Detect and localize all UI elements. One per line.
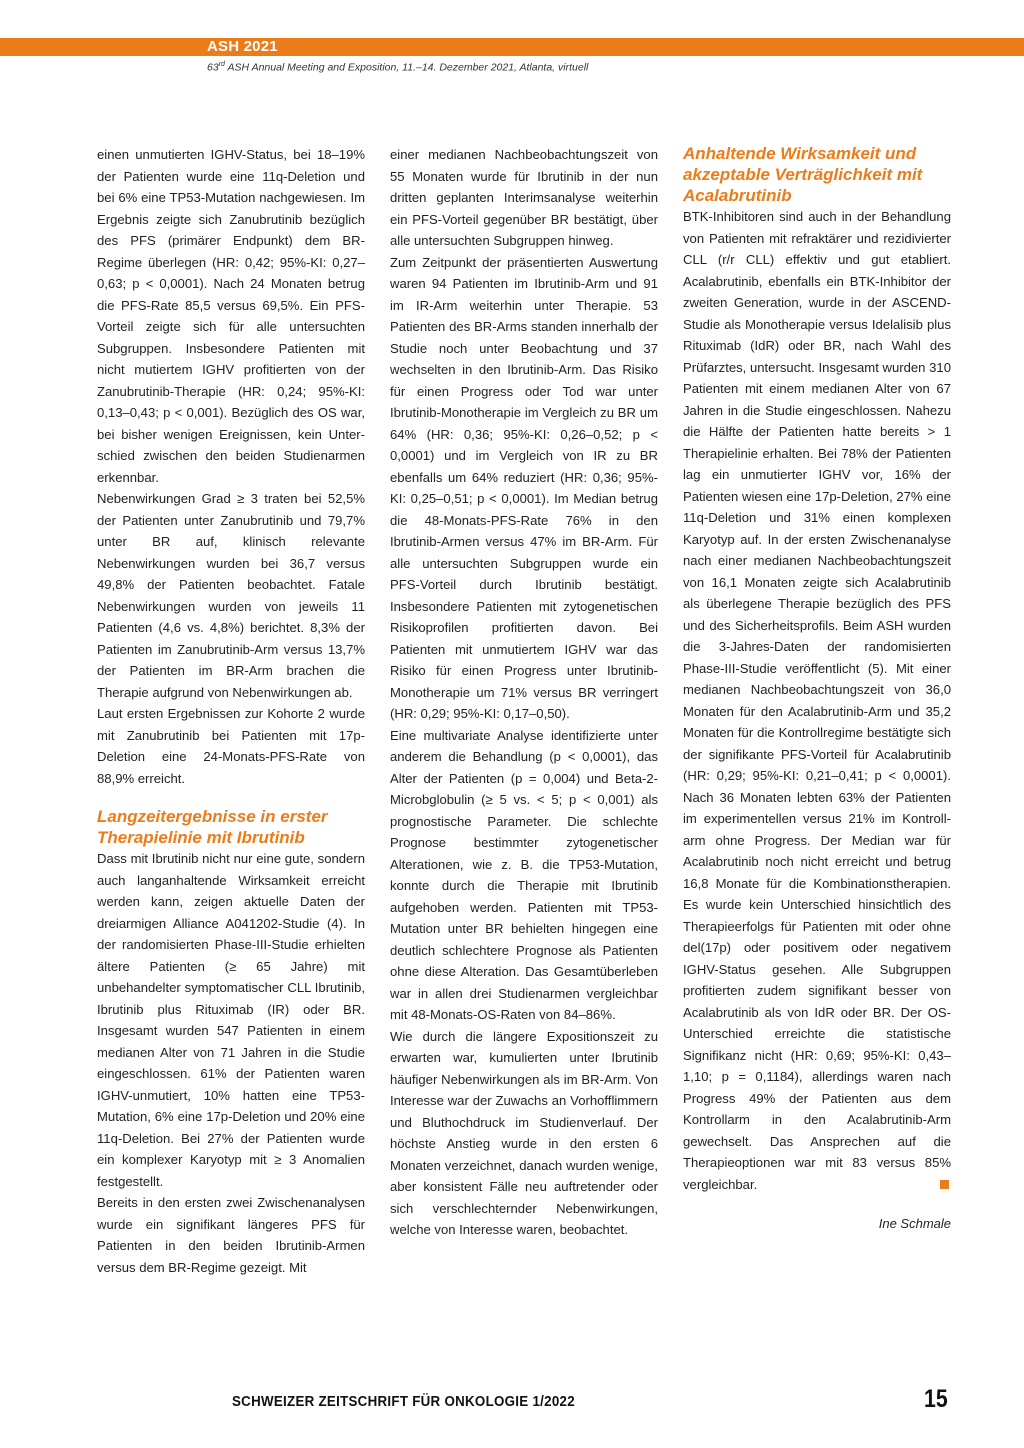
paragraph: einer medianen Nachbeobachtungszeit von 55 Monaten wurde für Ibrutinib in der nun dritten geplanten Interimsanalyse weiterhin ein PFS-Vorteil gegenüber BR bestätigt, über alle untersuchten Subgruppen hinweg. — [390, 147, 658, 248]
section-title: ASH 2021 — [207, 38, 278, 55]
page-number: 15 — [924, 1385, 948, 1413]
paragraph: einen unmutierten IGHV-Status, bei 18–19% der Patienten wurde eine 11q-Deletion und bei 6% eine TP53-Mutation nachgewiesen. Im Ergebnis zeigte sich Zanubrutinib bezüglich des PFS (primärer Endpunkt) dem BR-Regime überlegen (HR: 0,42; 95%-KI: 0,27–0,63; p < 0,0001). Nach 24 Monaten betrug die PFS-Rate 85,5 versus 69,5%. Ein PFS-Vorteil zeigte sich für alle untersuchten Subgruppen. Insbesondere Patienten mit nicht mutiertem IGHV profitierten von der Zanubrutinib-Therapie (HR: 0,24; 95%-KI: 0,13–0,43; p < 0,001). Bezüglich des OS war, bei bisher wenigen Ereignissen, kein Unterschied zwischen den beiden Studienarmen erkennbar. — [97, 147, 365, 485]
paragraph: Wie durch die längere Expositionszeit zu erwarten war, kumulierten unter Ibrutinib häufiger Nebenwirkungen als im BR-Arm. Von Interesse war der Zuwachs an Vorhofflimmern und Bluthochdruck im Studienverlauf. Der höchste Anstieg wurde in den ersten 6 Monaten verzeichnet, danach wurden wenige, aber konsistent Fälle neu auftretender oder sich verschlechternder Nebenwirkungen, welche von Interesse waren, beobachtet. — [390, 1028, 658, 1237]
paragraph-with-end-mark — [683, 206, 951, 1195]
section-heading-acalabrutinib: Anhaltende Wirksamkeit und akzeptable Verträglichkeit mit Acalabrutinib — [683, 144, 923, 205]
section-heading-ibrutinib: Langzeitergebnisse in erster Therapielinie mit Ibrutinib — [97, 807, 328, 847]
paragraph-text: BTK-Inhibitoren sind auch in der Behandlung von Patienten mit refraktärer und rezidivierter CLL (r/r CLL) effektiv und gut etabliert. Acalabrutinib, ebenfalls ein BTK-Inhibitor der zweiten Generation, wurde in der ASCEND-Studie als Monotherapie versus Idelalisib plus Rituximab (IdR) oder BR, nach Wahl des Prüfarztes, untersucht. Insgesamt wurden 310 Patienten mit einem medianen Alter von 67 Jahren in die Studie eingeschlossen. Nahezu die Hälfte der Patienten hatte bereits > 1 Therapielinie erhalten. Bei 78% der Patienten lag ein unmutierter IGHV vor, 16% der Patienten wiesen eine 17p-Deletion, 27% eine 11q-Deletion und 31% einen komplexen Karyotyp auf. In der ersten Zwischenanalyse nach einer medianen Nachbeobachtungszeit von 16,1 Monaten zeigte sich Acalabrutinib als überlegene Therapie bezüglich des PFS und des Sicherheitsprofils. Beim ASH wurden die 3-Jahres-Daten der randomisierten Phase-III-Studie veröffentlicht (5). Mit einer medianen Nachbeobachtungszeit von 36,0 Monaten für den Acalabrutinib-Arm und 35,2 Monaten für die Kontrollregime bestätigte sich der signifikante PFS-Vorteil für Acalabrutinib (HR: 0,29; 95%-KI: 0,21–0,41; p < 0,0001). Nach 36 Monaten lebten 63% der Patienten im experimentellen versus 21% im Kontrollarm ohne Progress. Der Median war für Acalabrutinib noch nicht erreicht und betrug 16,8 Monate für die Kombinationstherapien. Es wurde kein Unterschied hinsichtlich des Therapieerfolgs für Patienten mit oder ohne del(17p) oder positivem oder negativem IGHV-Status gesehen. Alle Subgruppen profitierten zudem signifikant besser von Acalabrutinib als von IdR oder BR. Der OS-Unterschied erreichte die statistische Signifikanz nicht (HR: 0,69; 95%-KI: 0,43–1,10; p = 0,1184), allerdings waren nach Progress 49% der Patienten aus dem Kontrollarm in den Acalabrutinib-Arm gewechselt. Das Ansprechen auf die Therapieoptionen war mit 83 versus 85% vergleichbar. — [683, 209, 951, 1192]
subtitle-ordinal: 63 — [207, 61, 219, 74]
article-column-1 — [97, 144, 365, 1278]
author-name: Ine Schmale — [878, 1216, 951, 1231]
paragraph: Laut ersten Ergebnissen zur Kohorte 2 wurde mit Zanubrutinib bei Patienten mit 17p-Deletion eine 24-Monats-PFS-Rate von 88,9% erreicht. — [97, 706, 365, 786]
article-column-3 — [683, 144, 951, 1235]
end-of-article-square-icon — [940, 1180, 949, 1189]
article-column-2 — [390, 144, 658, 1241]
header-bar — [0, 38, 1024, 56]
paragraph: Bereits in den ersten zwei Zwischenanalysen wurde ein signifikant längeres PFS für Patienten in den beiden Ibrutinib-Armen versus dem BR-Regime gezeigt. Mit — [97, 1195, 365, 1275]
section-subtitle — [207, 61, 588, 74]
paragraph: Nebenwirkungen Grad ≥ 3 traten bei 52,5% der Patienten unter Zanubrutinib und 79,7% unter BR auf, klinisch relevante Nebenwirkungen wurden bei 36,7 versus 49,8% der Patienten beobachtet. Fatale Nebenwirkungen wurden von jeweils 11 Patienten (4,6 vs. 4,8%) berichtet. 8,3% der Patienten im Zanubrutinib-Arm versus 13,7% der Patienten im BR-Arm brachen die Therapie aufgrund von Nebenwirkungen ab. — [97, 491, 365, 700]
paragraph: Eine multivariate Analyse identifizierte unter anderem die Behandlung (p < 0,0001), das Alter der Patienten (p = 0,004) und Beta-2-Microbglobulin (≥ 5 vs. < 5; p < 0,001) als prognostische Parameter. Die schlechte Prognose bestimmter zytogenetischer Alterationen, wie z. B. die TP53-Mutation, konnte durch die Therapie mit Ibrutinib aufgehoben werden. Patienten mit TP53-Mutation unter BR behielten hingegen eine deutlich schlechtere Prognose als Patienten ohne diese Alteration. Das Gesamtüberleben war in allen drei Studienarmen vergleichbar mit 48-Monats-OS-Raten von 84–86%. — [390, 727, 658, 1022]
footer-journal-title: SCHWEIZER ZEITSCHRIFT FÜR ONKOLOGIE 1/2022 — [232, 1394, 575, 1410]
subtitle-text: ASH Annual Meeting and Exposition, 11.–14. Dezember 2021, Atlanta, virtuell — [224, 61, 589, 74]
paragraph: Dass mit Ibrutinib nicht nur eine gute, sondern auch langanhaltende Wirksamkeit erreicht werden kann, zeigen aktuelle Daten der dreiarmigen Alliance A041202-Studie (4). In der randomisierten Phase-III-Studie erhielten ältere Patienten (≥ 65 Jahre) mit unbehandelter symptomatischer CLL Ibrutinib, Ibrutinib plus Rituximab (IR) oder BR. Insgesamt wurden 547 Patienten in einem medianen Alter von 71 Jahren in die Studie eingeschlossen. 61% der Patienten waren IGHV-unmutiert, 10% hatten eine TP53-Mutation, 6% eine 17p-Deletion und 20% eine 11q-Deletion. Bei 27% der Patienten wurde ein komplexer Karyotyp mit ≥ 3 Anomalien festgestellt. — [97, 851, 365, 1189]
subtitle-ordinal-suffix: rd — [218, 61, 225, 68]
paragraph: Zum Zeitpunkt der präsentierten Auswertung waren 94 Patienten im Ibrutinib-Arm und 91 im IR-Arm weiterhin unter Therapie. 53 Patienten des BR-Arms standen innerhalb der Studie noch unter Beobachtung und 37 wechselten in den Ibrutinib-Arm. Das Risiko für einen Progress oder Tod war unter Ibrutinib-Monotherapie im Vergleich zu BR um 64% (HR: 0,36; 95%-KI: 0,26–0,52; p < 0,0001) und im Vergleich von IR zu BR ebenfalls um 64% reduziert (HR: 0,36; 95%-KI: 0,25–0,51; p < 0,0001). Im Median betrug die 48-Monats-PFS-Rate 76% in den Ibrutinib-Armen versus 47% im BR-Arm. Für alle untersuchten Subgruppen wurde ein PFS-Vorteil durch Ibrutinib bestätigt. Insbesondere Patienten mit zytogenetischen Risikoprofilen profitierten davon. Bei Patienten mit unmutiertem IGHV war das Risiko für einen Progress unter Ibrutinib-Monotherapie um 71% versus BR verringert (HR: 0,29; 95%-KI: 0,17–0,50). — [390, 254, 658, 721]
